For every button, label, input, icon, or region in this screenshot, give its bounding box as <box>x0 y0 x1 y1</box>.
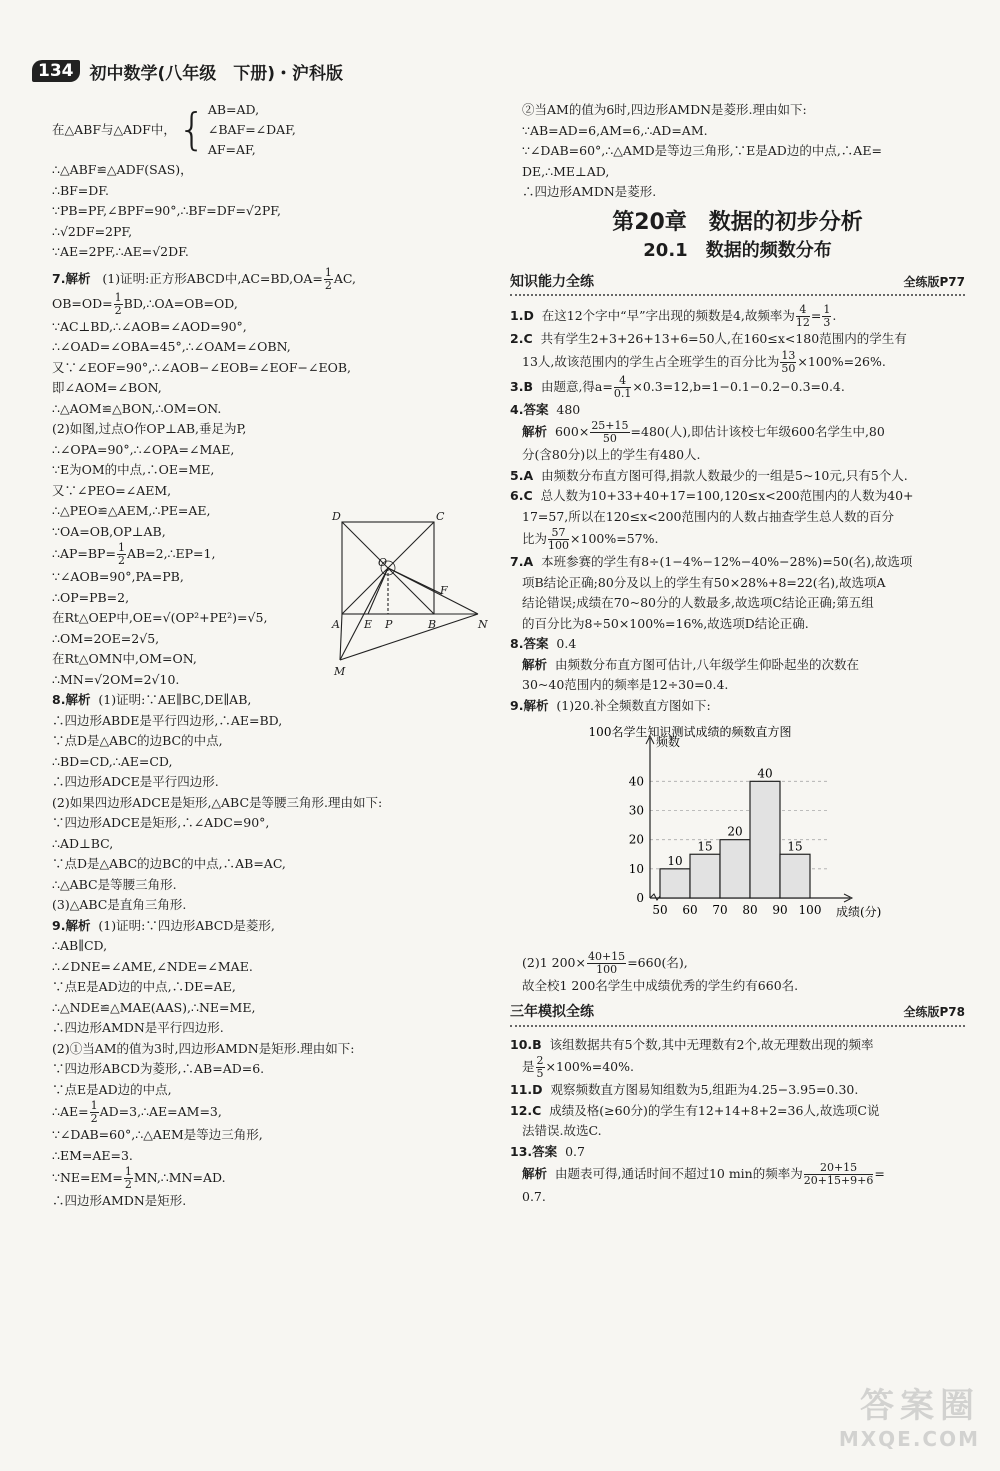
histogram-bar <box>750 781 780 898</box>
text-line: 分(含80分)以上的学生有480人. <box>522 447 701 462</box>
text-line: 的百分比为8÷50×100%=16%,故选项D结论正确. <box>522 615 809 631</box>
text-line: OB=OD= $\frac{1}{2}$ BD,∴OA=OB=OD, <box>52 290 238 317</box>
label-c: C <box>436 510 445 523</box>
text-line: ∵∠DAB=60°,∴△AMD是等边三角形,∵E是AD边的中点,∴AE= <box>522 143 882 158</box>
text-line: 在Rt△OMN中,OM=ON, <box>52 651 197 666</box>
text-line: ∵∠AOB=90°,PA=PB, <box>52 569 184 584</box>
text-line: ∴∠DNE=∠AME,∠NDE=∠MAE. <box>52 958 253 974</box>
label-p: P <box>385 618 393 631</box>
text-line: ∵点D是△ABC的边BC的中点, <box>52 733 223 748</box>
text-line: (2)①当AM的值为3时,四边形AMDN是矩形.理由如下: <box>52 1040 355 1056</box>
x-tick-label: 50 <box>652 903 668 917</box>
text-line: DE,∴ME⊥AD, <box>522 163 610 179</box>
congruence-system <box>52 100 472 160</box>
text-line: ∴△NDE≌△MAE(AAS),∴NE=ME, <box>52 999 256 1015</box>
text-line: ∴四边形ADCE是平行四边形. <box>52 774 219 789</box>
page-number: 134 <box>32 60 80 82</box>
axis-break <box>650 894 660 900</box>
answer-4: 4.答案 480 <box>510 401 581 417</box>
section-bar-1 <box>510 272 965 297</box>
histogram-chart <box>510 720 882 940</box>
bar-value-label: 40 <box>757 766 773 781</box>
label-n: N <box>478 618 488 631</box>
text-line: ∴△ABC是等腰三角形. <box>52 876 177 892</box>
x-tick-label: 60 <box>682 903 698 917</box>
y-axis-label: 频数 <box>656 735 681 749</box>
text-line: ∵点D是△ABC的边BC的中点,∴AB=AC, <box>52 856 286 871</box>
text-line: ∴AP=BP= $\frac{1}{2}$ AB=2,∴EP=1, <box>52 541 216 567</box>
q8-line: 8.解析 (1)证明:∵AE∥BC,DE∥AB, <box>52 692 252 707</box>
text-line: ∴BF=DF. <box>52 182 110 198</box>
text-line: 17=57,所以在120≤x<200范围内的人数占抽查学生总人数的百分 <box>522 508 894 524</box>
text-line: ∴四边形AMDN是菱形. <box>522 184 657 199</box>
text-line: 结论错误;成绩在70~80分的人数最多,故选项C结论正确;第五组 <box>522 595 874 610</box>
text-line: ∵∠DAB=60°,∴△AEM是等边三角形, <box>52 1127 263 1142</box>
answer-3: 3.B 由题意,得a= $\frac{4}{0.1}$ ×0.3=12,b=1−0.1−0.2−0.3=0.4. <box>510 373 845 400</box>
system-rows <box>208 100 296 160</box>
text-line: ∴√2DF=2PF, <box>52 223 133 239</box>
section-title: 20.1 数据的频数分布 <box>643 240 832 261</box>
bar-title: 三年模拟全练 <box>510 1004 594 1020</box>
book-title: 初中数学(八年级 下册)・沪科版 <box>89 63 344 84</box>
q7-tail: AC, <box>333 270 356 286</box>
watermark <box>839 1378 980 1451</box>
text-line: 在Rt△OEP中,OE=√(OP²+PE²)=√5, <box>52 610 268 625</box>
fraction: $\frac{1}{2}$ <box>124 1165 132 1191</box>
histogram-bar <box>720 840 750 898</box>
label-d: D <box>332 510 341 523</box>
text-line: (2)如图,过点O作OP⊥AB,垂足为P, <box>52 421 247 436</box>
text-line: 比为 $\frac{57}{100}$ ×100%=57%. <box>522 526 659 552</box>
text-line: 30~40范围内的频率是12÷30=0.4. <box>522 677 729 692</box>
text-line: ∵AE=2PF,∴AE=√2DF. <box>52 244 189 259</box>
watermark-text: 答案圈 <box>860 1386 980 1426</box>
text-line: 又∵∠EOF=90°,∴∠AOB−∠EOB=∠EOF−∠EOB, <box>52 359 351 375</box>
y-tick-label: 20 <box>628 832 644 847</box>
text-line: 即∠AOM=∠BON, <box>52 380 162 395</box>
text-line: 项B结论正确;80分及以上的学生有50×28%+8=22(名),故选项A <box>522 574 886 590</box>
geometry-figure <box>330 510 500 685</box>
answer-1: 1.D 在这12个字中“早”字出现的频数是4,故频率为 $\frac{4}{12}$ = $\frac{1}{3}$ . <box>510 303 837 329</box>
q8-label: 8.解析 <box>52 692 91 707</box>
bar-title: 知识能力全练 <box>510 273 594 290</box>
system-row: AB=AD, <box>207 102 260 117</box>
text-line: ∴MN=√2OM=2√10. <box>52 671 180 687</box>
answer-12: 12.C 成绩及格(≥60分)的学生有12+14+8+2=36人,故选项C说 <box>510 1102 880 1118</box>
x-tick-label: 70 <box>712 903 728 917</box>
histogram-bar <box>660 869 690 898</box>
text-line: ∴AD⊥BC, <box>52 835 114 851</box>
text-line: ∴四边形AMDN是平行四边形. <box>52 1020 224 1035</box>
text-line: ∴∠OPA=90°,∴∠OPA=∠MAE, <box>52 441 235 457</box>
q9-label: 9.解析 <box>52 917 91 933</box>
histogram-bar <box>690 854 720 898</box>
text-line: ∴△ABF≌△ADF(SAS)， <box>52 162 193 177</box>
text-line: 故全校1 200名学生中成绩优秀的学生约有660名. <box>522 977 799 993</box>
q7-label: 7.解析 <box>52 270 91 286</box>
text-line: ∵点E是AD边的中点, <box>52 1081 172 1097</box>
text-line: 又∵∠PEO=∠AEM, <box>52 482 172 498</box>
text-line: ∵E为OM的中点,∴OE=ME, <box>52 462 215 477</box>
bar-page-ref: 全练版P78 <box>903 1005 965 1019</box>
text-line: ∴四边形ABDE是平行四边形,∴AE=BD, <box>52 712 283 728</box>
fraction: $\frac{1}{2}$ <box>324 265 332 292</box>
y-tick-label: 0 <box>636 891 644 905</box>
text-line: ∴OP=PB=2, <box>52 589 130 605</box>
text-line: (2)1 200× $\frac{40+15}{100}$ =660(名), <box>522 949 688 976</box>
right-column <box>510 100 965 1208</box>
text-line: 13人,故该范围内的学生占全班学生的百分比为 $\frac{13}{50}$ ×100%=26%. <box>522 348 886 375</box>
answer-13: 13.答案 0.7 <box>510 1143 585 1159</box>
fraction: $\frac{1}{2}$ <box>90 1099 98 1125</box>
text-line: ∵AB=AD=6,AM=6,∴AD=AM. <box>522 122 708 138</box>
section-bar-2 <box>510 1002 965 1027</box>
answer-9: 9.解析 (1)20.补全频数直方图如下: <box>510 697 711 713</box>
text-line: ∴EM=AE=3. <box>52 1147 133 1163</box>
system-row: ∠BAF=∠DAF, <box>207 122 296 137</box>
bar-value-label: 15 <box>697 839 713 854</box>
answer-11: 11.D 观察频数直方图易知组数为5,组距为4.25−3.95=0.30. <box>510 1082 859 1097</box>
bar-value-label: 20 <box>727 824 743 839</box>
label-b: B <box>428 618 437 631</box>
fraction: $\frac{1}{2}$ <box>114 290 122 317</box>
bar-value-label: 10 <box>667 853 683 868</box>
text-line: ∵PB=PF,∠BPF=90°,∴BF=DF=√2PF, <box>52 203 281 218</box>
page-header <box>32 56 343 86</box>
answer-10: 10.B 该组数据共有5个数,其中无理数有2个,故无理数出现的频率 <box>510 1036 874 1052</box>
watermark-url: MXQE.COM <box>838 1427 980 1451</box>
x-tick-label: 80 <box>742 903 758 917</box>
q7-line <box>52 267 472 292</box>
text-line: ∵NE=EM= $\frac{1}{2}$ MN,∴MN=AD. <box>52 1165 226 1191</box>
text-line: ∴AB∥CD, <box>52 938 108 953</box>
label-f: F <box>440 584 448 597</box>
text-line: ∴AE= $\frac{1}{2}$ AD=3,∴AE=AM=3, <box>52 1099 222 1125</box>
text-line: ∵点E是AD边的中点,∴DE=AE, <box>52 979 236 994</box>
text-line: ∵四边形ABCD为菱形,∴AB=AD=6. <box>52 1061 265 1076</box>
answer-2: 2.C 共有学生2+3+26+13+6=50人,在160≤x<180范围内的学生有 <box>510 331 907 346</box>
text-line: (2)如果四边形ADCE是矩形,△ABC是等腰三角形.理由如下: <box>52 794 383 810</box>
text-line: ∴BD=CD,∴AE=CD, <box>52 753 173 769</box>
text-line: ∵AC⊥BD,∴∠AOB=∠AOD=90°, <box>52 318 247 334</box>
text-line: ∵OA=OB,OP⊥AB, <box>52 523 166 539</box>
text-line: ∴OM=2OE=2√5, <box>52 630 160 646</box>
label-e: E <box>364 618 373 631</box>
system-row: AF=AF, <box>207 142 256 157</box>
text-line: 解析 由频数分布直方图可估计,八年级学生仰卧起坐的次数在 <box>522 656 859 672</box>
text-line: ∵四边形ADCE是矩形,∴∠ADC=90°, <box>52 815 270 830</box>
answer-6: 6.C 总人数为10+33+40+17=100,120≤x<200范围内的人数为40+ <box>510 488 914 503</box>
system-prefix: 在△ABF与△ADF中， <box>52 121 176 137</box>
text-line: 法错误.故选C. <box>522 1123 602 1138</box>
x-axis-label: 成绩(分) <box>836 905 882 919</box>
text-line: (3)△ABC是直角三角形. <box>52 897 187 912</box>
x-tick-label: 90 <box>772 903 788 917</box>
histogram-bar <box>780 854 810 898</box>
chapter-title: 第20章 数据的初步分析 <box>612 209 863 235</box>
fraction: $\frac{1}{2}$ <box>117 541 125 567</box>
label-a: A <box>332 618 340 631</box>
text-line: ②当AM的值为6时,四边形AMDN是菱形.理由如下: <box>522 102 807 117</box>
y-tick-label: 40 <box>628 774 644 789</box>
answer-8: 8.答案 0.4 <box>510 636 577 651</box>
chart-title: 100名学生知识测试成绩的频数直方图 <box>588 725 792 739</box>
bar-value-label: 15 <box>787 839 803 854</box>
text-line: ∴四边形AMDN是矩形. <box>52 1193 187 1208</box>
brace-symbol: { <box>177 104 206 155</box>
text-line: ∴△PEO≌△AEM,∴PE=AE, <box>52 503 211 518</box>
q7-text: (1)证明:正方形ABCD中,AC=BD,OA= <box>102 270 323 286</box>
bar-page-ref: 全练版P77 <box>903 274 965 289</box>
label-o: O <box>378 556 388 569</box>
text-line: ∴△AOM≌△BON,∴OM=ON. <box>52 400 222 416</box>
answer-7: 7.A 本班参赛的学生有8÷(1−4%−12%−40%−28%)=50(名),故选项 <box>510 554 913 569</box>
label-m: M <box>334 665 346 678</box>
x-tick-label: 100 <box>798 903 822 917</box>
text-line: 0.7. <box>522 1189 546 1204</box>
y-tick-label: 10 <box>628 861 644 876</box>
text-line: 是 $\frac{2}{5}$ ×100%=40%. <box>522 1054 634 1080</box>
q9-line: 9.解析 (1)证明:∵四边形ABCD是菱形, <box>52 917 275 933</box>
text-line: 解析 由题表可得,通话时间不超过10 min的频率为 $\frac{20+15}{20+15+9+6}$ = <box>522 1161 885 1187</box>
answer-5: 5.A 由频数分布直方图可得,捐款人数最少的一组是5~10元,只有5个人. <box>510 467 908 483</box>
text-line: 解析 600× $\frac{25+15}{50}$ =480(人),即估计该校七年级600名学生中,80 <box>522 419 885 445</box>
text-line: ∴∠OAD=∠OBA=45°,∴∠OAM=∠OBN, <box>52 339 291 354</box>
y-tick-label: 30 <box>628 803 644 818</box>
